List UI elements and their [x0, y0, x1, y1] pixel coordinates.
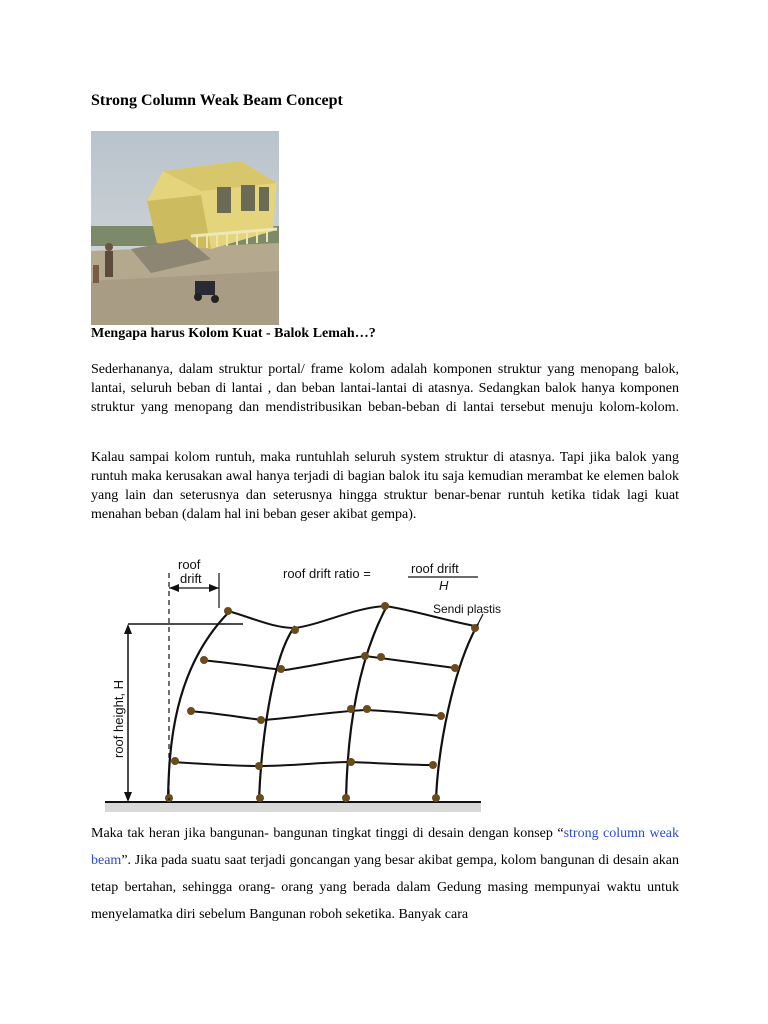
hinge-label: Sendi plastis	[433, 602, 502, 616]
roof-drift-label-1: roof	[178, 557, 201, 572]
section-subheading: Mengapa harus Kolom Kuat - Balok Lemah…?	[91, 326, 376, 341]
ratio-denominator: H	[439, 578, 449, 593]
paragraph-3-text-after: ”. Jika pada suatu saat terjadi goncangan yang besar akibat gempa, kolom bangunan di desain akan tetap bertahan, sehingga orang- orang yang berada dalam Gedung masing mempunyai waktu untuk menyelamatka diri sebelum Bangunan roboh seketika. Banyak cara	[91, 853, 679, 922]
roof-drift-label-2: drift	[180, 571, 202, 586]
paragraph-3	[91, 820, 679, 928]
page-title: Strong Column Weak Beam Concept	[91, 92, 343, 109]
frame-drift-diagram	[103, 548, 533, 820]
ratio-label: roof drift ratio =	[283, 566, 371, 581]
roof-height-label: roof height, H	[111, 679, 126, 758]
paragraph-3-text-before: Maka tak heran jika bangunan- bangunan tingkat tinggi di desain dengan konsep “	[91, 826, 564, 841]
collapsed-building-photo	[91, 131, 279, 325]
paragraph-2: Kalau sampai kolom runtuh, maka runtuhlah seluruh system struktur di atasnya. Tapi jika balok yang runtuh maka kerusakan awal hanya terjadi di bagian balok itu saja kemudian merambat ke elemen balok yang lain dan seterusnya dan seterusnya hingga struktur benar-benar runtuh ketika tidak lagi kuat menahan beban (dalam hal ini beban geser akibat gempa).	[91, 450, 679, 522]
paragraph-1: Sederhananya, dalam struktur portal/ frame kolom adalah komponen struktur yang menopang balok, lantai, seluruh beban di lantai , dan beban lantai-lantai di atasnya. Sedangkan balok hanya komponen struktur yang menopang dan mendistribusikan beban-beban di lantai tersebut menuju kolom-kolom.	[91, 362, 679, 415]
strong-column-weak-beam-link[interactable]: strong column weak beam	[91, 826, 680, 868]
ratio-numerator: roof drift	[411, 561, 459, 576]
